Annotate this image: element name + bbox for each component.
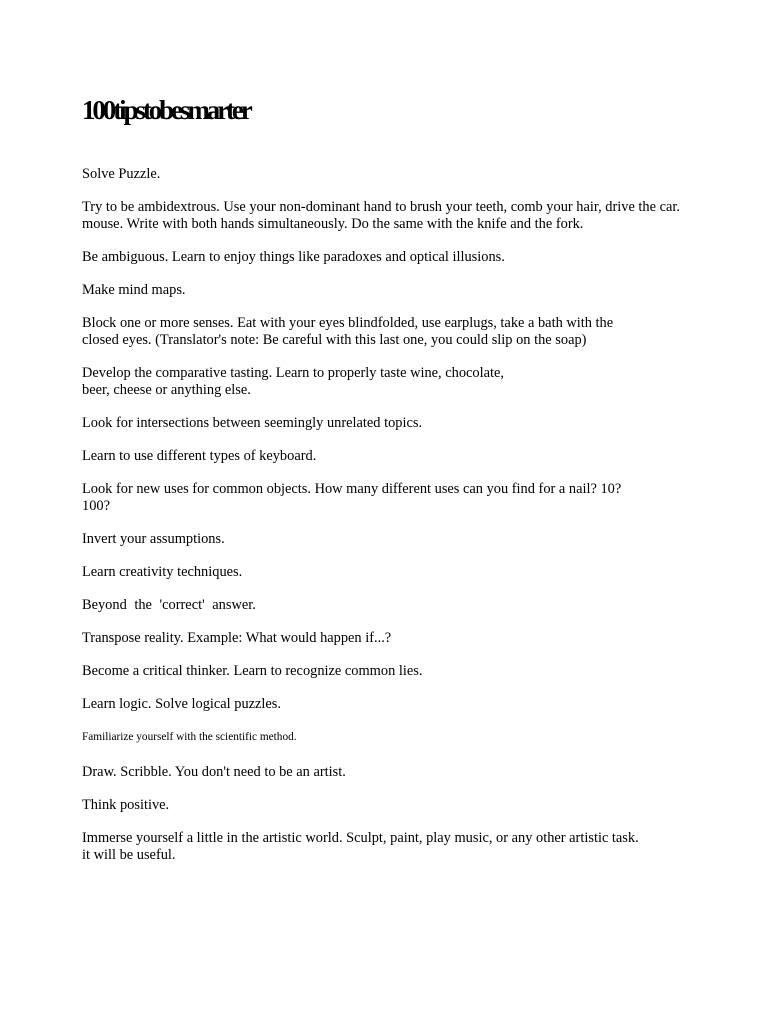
tip-paragraph [82, 365, 742, 399]
tip-paragraph [82, 696, 742, 713]
tip-paragraph [82, 448, 742, 465]
tip-line: Block one or more senses. Eat with your eyes blindfolded, use earplugs, take a bath with the [82, 315, 614, 331]
tip-line: Become a critical thinker. Learn to recognize common lies. [82, 663, 423, 679]
tip-paragraph [82, 564, 742, 581]
tip-line: Think positive. [82, 797, 170, 813]
tip-line: closed eyes. (Translator's note: Be careful with this last one, you could slip on the soap) [82, 332, 587, 348]
tip-line: Learn logic. Solve logical puzzles. [82, 696, 282, 712]
tip-line: Solve Puzzle. [82, 166, 161, 182]
tip-line: Try to be ambidextrous. Use your non-dominant hand to brush your teeth, comb your hair, drive the car. [82, 199, 680, 215]
tip-paragraph [82, 729, 742, 746]
tip-line: Familiarize yourself with the scientific method. [82, 731, 297, 743]
tip-paragraph [82, 199, 742, 233]
tip-paragraph [82, 630, 742, 647]
tip-paragraph [82, 282, 742, 299]
tip-line: Look for new uses for common objects. How many different uses can you find for a nail? 10? [82, 481, 622, 497]
tip-line: Beyond the 'correct' answer. [82, 597, 256, 613]
tip-line: Learn creativity techniques. [82, 564, 243, 580]
tip-paragraph [82, 597, 742, 614]
document-title: 100tipstobesmarter [82, 95, 250, 125]
tip-paragraph [82, 415, 742, 432]
tip-line: Immerse yourself a little in the artistic world. Sculpt, paint, play music, or any other artistic task. [82, 830, 639, 846]
tip-line: Transpose reality. Example: What would happen if...? [82, 630, 392, 646]
tip-line: Be ambiguous. Learn to enjoy things like paradoxes and optical illusions. [82, 249, 505, 265]
tip-paragraph [82, 531, 742, 548]
tip-paragraph [82, 830, 742, 864]
tip-line: Draw. Scribble. You don't need to be an artist. [82, 764, 346, 780]
tip-paragraph [82, 249, 742, 266]
tip-line: Look for intersections between seemingly unrelated topics. [82, 415, 423, 431]
tip-paragraph [82, 764, 742, 781]
tip-line: 100? [82, 498, 110, 514]
tip-paragraph [82, 481, 742, 515]
tips-list [82, 166, 742, 880]
tip-line: beer, cheese or anything else. [82, 382, 251, 398]
tip-line: it will be useful. [82, 847, 176, 863]
tip-line: Develop the comparative tasting. Learn to properly taste wine, chocolate, [82, 365, 504, 381]
tip-line: Invert your assumptions. [82, 531, 225, 547]
tip-paragraph [82, 166, 742, 183]
tip-line: Learn to use different types of keyboard. [82, 448, 317, 464]
tip-paragraph [82, 797, 742, 814]
tip-paragraph [82, 315, 742, 349]
tip-line: mouse. Write with both hands simultaneously. Do the same with the knife and the fork. [82, 216, 584, 232]
tip-paragraph [82, 663, 742, 680]
tip-line: Make mind maps. [82, 282, 186, 298]
